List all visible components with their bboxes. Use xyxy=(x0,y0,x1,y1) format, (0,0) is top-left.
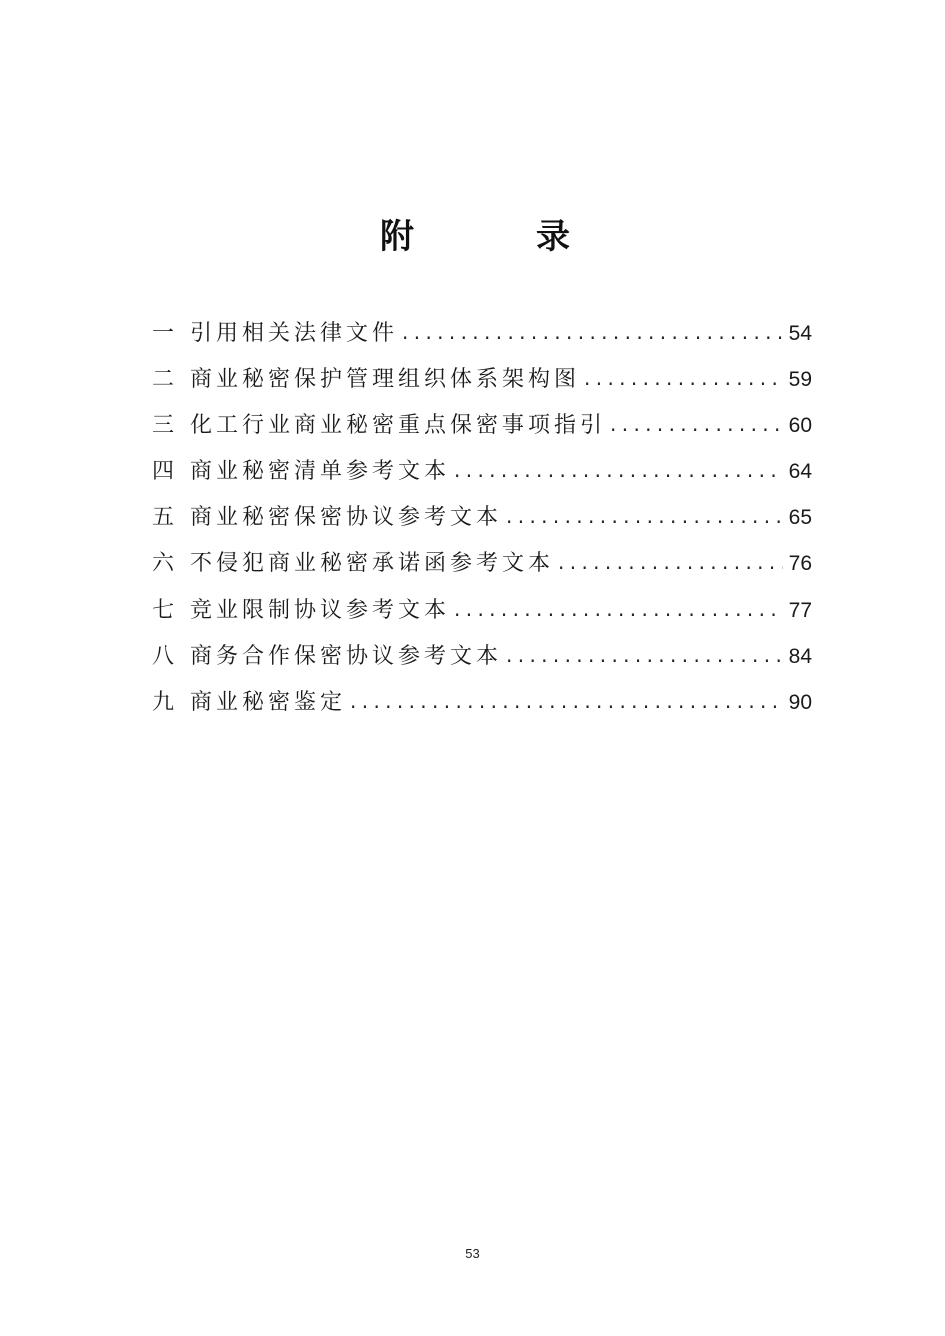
toc-entry[interactable] xyxy=(152,540,812,586)
toc-entry[interactable] xyxy=(152,633,812,679)
toc-entry-page: 90 xyxy=(788,690,812,714)
toc-entry[interactable] xyxy=(152,402,812,448)
toc-entry[interactable] xyxy=(152,494,812,540)
toc-entry-number: 四 xyxy=(152,459,179,485)
toc-entry-number: 五 xyxy=(152,505,179,531)
toc-entry-number: 二 xyxy=(152,367,179,393)
toc-entry-number: 九 xyxy=(152,689,179,715)
title-char-1: 附 xyxy=(380,217,414,257)
toc-dot-leader xyxy=(350,678,783,725)
toc-dot-leader xyxy=(506,493,783,540)
toc-dot-leader xyxy=(402,309,783,356)
page-title xyxy=(0,212,945,262)
toc-entry[interactable] xyxy=(152,448,812,494)
toc-entry-page: 76 xyxy=(788,552,812,576)
toc-dot-leader xyxy=(584,355,783,402)
toc-dot-leader xyxy=(454,447,783,494)
toc-entry[interactable] xyxy=(152,356,812,402)
toc-entry-number: 八 xyxy=(152,643,179,669)
toc-entry-title: 商务合作保密协议参考文本 xyxy=(190,643,503,669)
toc-entry-title: 商业秘密保密协议参考文本 xyxy=(190,505,503,531)
toc-entry-title: 商业秘密鉴定 xyxy=(190,689,347,715)
toc-entry-title: 不侵犯商业秘密承诺函参考文本 xyxy=(190,551,555,577)
toc-dot-leader xyxy=(454,586,783,633)
toc-entry[interactable] xyxy=(152,310,812,356)
toc-entry-page: 77 xyxy=(788,598,812,622)
toc-entry-page: 54 xyxy=(788,322,812,345)
toc-entry-title: 商业秘密清单参考文本 xyxy=(190,459,451,485)
toc-entry-page: 84 xyxy=(788,644,812,668)
toc-entry-title: 引用相关法律文件 xyxy=(190,321,399,346)
toc-entry-page: 59 xyxy=(788,368,812,392)
toc-entry-number: 七 xyxy=(152,597,179,623)
table-of-contents xyxy=(152,310,812,725)
toc-entry-number: 三 xyxy=(152,413,179,439)
toc-entry[interactable] xyxy=(152,587,812,633)
toc-dot-leader xyxy=(610,401,783,448)
toc-entry-page: 60 xyxy=(788,414,812,438)
toc-entry-title: 竞业限制协议参考文本 xyxy=(190,597,451,623)
page-number: 53 xyxy=(465,1246,480,1261)
toc-entry-number: 一 xyxy=(152,321,179,346)
toc-entry-page: 65 xyxy=(788,506,812,530)
toc-entry-title: 商业秘密保护管理组织体系架构图 xyxy=(190,367,581,393)
toc-entry-page: 64 xyxy=(788,460,812,484)
toc-dot-leader xyxy=(506,632,783,679)
toc-entry-title: 化工行业商业秘密重点保密事项指引 xyxy=(190,413,607,439)
title-char-2: 录 xyxy=(536,217,570,257)
toc-dot-leader xyxy=(558,539,783,586)
toc-entry-number: 六 xyxy=(152,551,179,577)
toc-entry[interactable] xyxy=(152,679,812,725)
